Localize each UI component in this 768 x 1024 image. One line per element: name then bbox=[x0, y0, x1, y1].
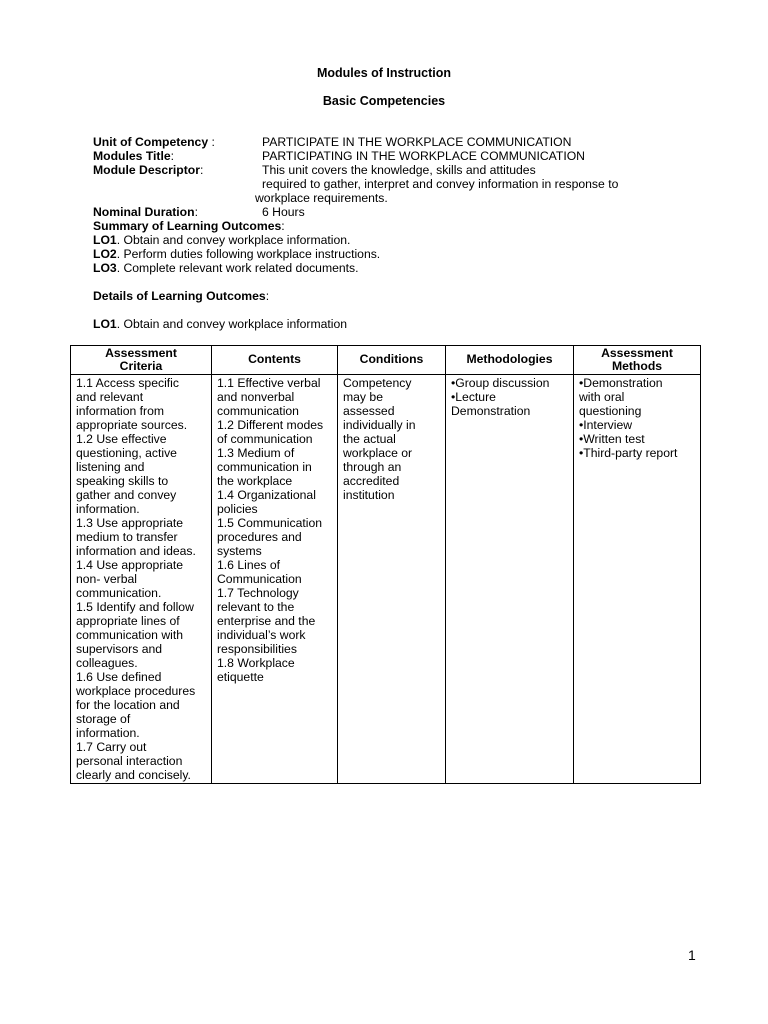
cell-text-line: Demonstration bbox=[451, 404, 531, 418]
cell-text-line: communication in bbox=[217, 460, 312, 474]
details-heading: Details of Learning Outcomes: bbox=[93, 289, 270, 303]
cell-text-line: •Demonstration bbox=[579, 376, 663, 390]
cell-text-line: 1.7 Technology bbox=[217, 586, 299, 600]
cell-text-line: 1.4 Use appropriate bbox=[76, 558, 184, 572]
cell-text-line: questioning bbox=[579, 404, 642, 418]
cell-text-line: 1.3 Medium of bbox=[217, 446, 295, 460]
module-descriptor-line: workplace requirements. bbox=[255, 191, 388, 205]
cell-text-line: and relevant bbox=[76, 390, 144, 404]
cell-text-line: information and ideas. bbox=[76, 544, 196, 558]
cell-text-line: communication with bbox=[76, 628, 184, 642]
cell-text-line: 1.2 Different modes bbox=[217, 418, 324, 432]
modules-title-value: PARTICIPATING IN THE WORKPLACE COMMUNICATION bbox=[262, 149, 585, 163]
cell-text-line: institution bbox=[343, 488, 395, 502]
cell-text-line: personal interaction bbox=[76, 754, 183, 768]
summary-outcomes-label: Summary of Learning Outcomes: bbox=[93, 219, 285, 233]
module-descriptor-line: required to gather, interpret and convey information in response to bbox=[262, 177, 619, 191]
cell-text-line: 1.1 Access specific bbox=[76, 376, 179, 390]
cell-text-line: workplace procedures bbox=[76, 684, 196, 698]
cell-text-line: Communication bbox=[217, 572, 302, 586]
cell-text-line: may be bbox=[343, 390, 383, 404]
header-assessment-methods: Assessment Methods bbox=[574, 346, 701, 375]
cell-text-line: through an bbox=[343, 460, 402, 474]
cell-text-line: accredited bbox=[343, 474, 400, 488]
cell-text-line: gather and convey bbox=[76, 488, 177, 502]
outcome-item: LO2. Perform duties following workplace instructions. bbox=[93, 247, 381, 261]
modules-title-label: Modules Title: bbox=[93, 149, 175, 163]
cell-text-line: enterprise and the bbox=[217, 614, 316, 628]
cell-text-line: communication bbox=[217, 404, 299, 418]
cell-text-line: the workplace bbox=[217, 474, 293, 488]
cell-text-line: information. bbox=[76, 726, 140, 740]
module-descriptor-line: This unit covers the knowledge, skills and attitudes bbox=[262, 163, 536, 177]
criteria-cell bbox=[71, 375, 212, 784]
cell-text-line: •Interview bbox=[579, 418, 633, 432]
cell-text-line: information. bbox=[76, 502, 140, 516]
lo1-heading: LO1. Obtain and convey workplace information bbox=[93, 317, 348, 331]
cell-text-line: for the location and bbox=[76, 698, 180, 712]
cell-text-line: 1.1 Effective verbal bbox=[217, 376, 321, 390]
cell-text-line: with oral bbox=[579, 390, 625, 404]
cell-text-line: •Third-party report bbox=[579, 446, 678, 460]
outcome-item: LO1. Obtain and convey workplace information. bbox=[93, 233, 351, 247]
cell-text-line: procedures and bbox=[217, 530, 302, 544]
learning-outcome-table bbox=[70, 345, 701, 784]
header-methodologies: Methodologies bbox=[446, 346, 574, 375]
cell-text-line: information from bbox=[76, 404, 165, 418]
table-header-row bbox=[71, 346, 701, 375]
cell-text-line: 1.2 Use effective bbox=[76, 432, 167, 446]
outcome-item: LO3. Complete relevant work related documents. bbox=[93, 261, 359, 275]
unit-of-competency-value: PARTICIPATE IN THE WORKPLACE COMMUNICATION bbox=[262, 135, 572, 149]
cell-text-line: 1.7 Carry out bbox=[76, 740, 147, 754]
table-row bbox=[71, 375, 701, 784]
page-number: 1 bbox=[688, 947, 696, 963]
cell-text-line: policies bbox=[217, 502, 258, 516]
cell-text-line: individually in bbox=[343, 418, 416, 432]
unit-of-competency-label: Unit of Competency : bbox=[93, 135, 215, 149]
header-conditions: Conditions bbox=[338, 346, 446, 375]
cell-text-line: •Lecture bbox=[451, 390, 496, 404]
cell-text-line: speaking skills to bbox=[76, 474, 169, 488]
conditions-cell bbox=[338, 375, 446, 784]
cell-text-line: clearly and concisely. bbox=[76, 768, 191, 782]
cell-text-line: 1.3 Use appropriate bbox=[76, 516, 184, 530]
cell-text-line: and nonverbal bbox=[217, 390, 295, 404]
cell-text-line: •Group discussion bbox=[451, 376, 550, 390]
header-contents: Contents bbox=[212, 346, 338, 375]
nominal-duration-label: Nominal Duration: bbox=[93, 205, 198, 219]
document-subtitle: Basic Competencies bbox=[322, 94, 446, 108]
cell-text-line: appropriate sources. bbox=[76, 418, 188, 432]
cell-text-line: 1.4 Organizational bbox=[217, 488, 316, 502]
cell-text-line: etiquette bbox=[217, 670, 264, 684]
cell-text-line: workplace or bbox=[343, 446, 413, 460]
cell-text-line: supervisors and bbox=[76, 642, 163, 656]
document-title: Modules of Instruction bbox=[316, 66, 452, 80]
contents-cell bbox=[212, 375, 338, 784]
nominal-duration-value: 6 Hours bbox=[262, 205, 305, 219]
cell-text-line: storage of bbox=[76, 712, 131, 726]
cell-text-line: colleagues. bbox=[76, 656, 138, 670]
cell-text-line: medium to transfer bbox=[76, 530, 178, 544]
cell-text-line: communication. bbox=[76, 586, 162, 600]
cell-text-line: non- verbal bbox=[76, 572, 137, 586]
cell-text-line: the actual bbox=[343, 432, 396, 446]
cell-text-line: relevant to the bbox=[217, 600, 295, 614]
header-assessment-criteria: Assessment Criteria bbox=[71, 346, 212, 375]
cell-text-line: systems bbox=[217, 544, 262, 558]
cell-text-line: •Written test bbox=[579, 432, 645, 446]
cell-text-line: of communication bbox=[217, 432, 313, 446]
cell-text-line: listening and bbox=[76, 460, 145, 474]
cell-text-line: 1.6 Use defined bbox=[76, 670, 162, 684]
cell-text-line: 1.5 Identify and follow bbox=[76, 600, 194, 614]
cell-text-line: 1.6 Lines of bbox=[217, 558, 281, 572]
module-descriptor-label: Module Descriptor: bbox=[93, 163, 204, 177]
cell-text-line: appropriate lines of bbox=[76, 614, 180, 628]
cell-text-line: Competency bbox=[343, 376, 412, 390]
cell-text-line: individual’s work bbox=[217, 628, 306, 642]
cell-text-line: responsibilities bbox=[217, 642, 297, 656]
cell-text-line: 1.5 Communication bbox=[217, 516, 322, 530]
cell-text-line: 1.8 Workplace bbox=[217, 656, 295, 670]
methods-cell bbox=[574, 375, 701, 784]
cell-text-line: assessed bbox=[343, 404, 395, 418]
methodologies-cell bbox=[446, 375, 574, 784]
cell-text-line: questioning, active bbox=[76, 446, 177, 460]
